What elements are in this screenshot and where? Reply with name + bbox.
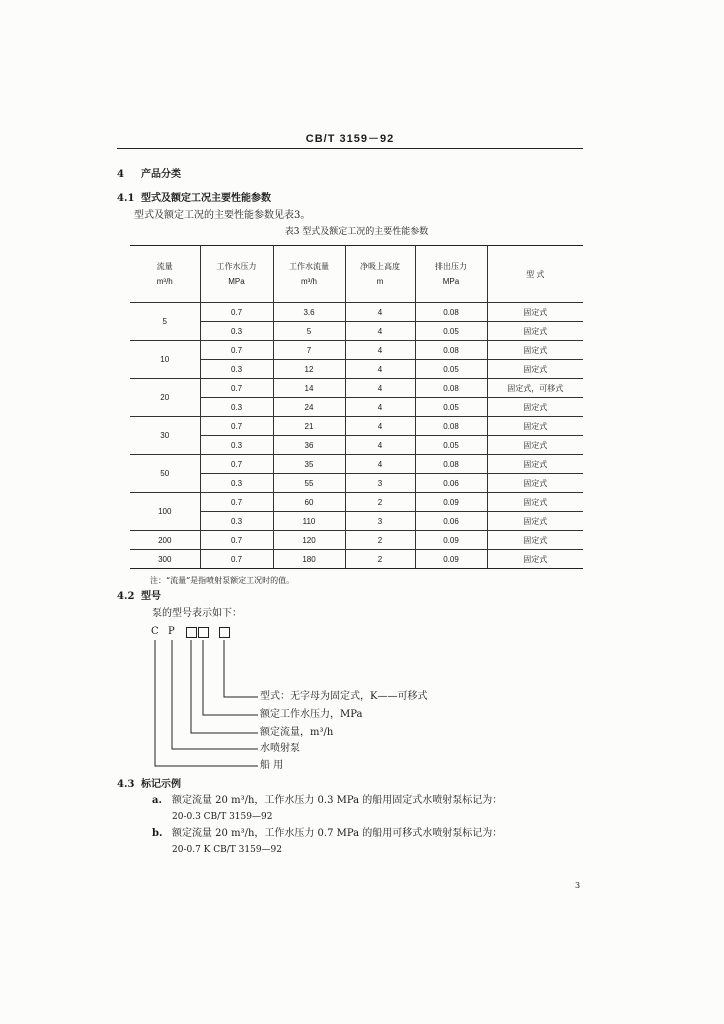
cell-discharge-pressure: 0.08 (415, 455, 487, 474)
cell-work-flow: 3.6 (273, 303, 345, 322)
table-row (130, 417, 583, 436)
cell-type: 固定式 (487, 398, 583, 417)
table-row (130, 550, 583, 569)
cell-type: 固定式 (487, 455, 583, 474)
cell-work-pressure: 0.3 (200, 436, 273, 455)
header-discharge-pressure (415, 246, 487, 303)
cell-type: 固定式 (487, 303, 583, 322)
leader-line-marine (155, 640, 258, 766)
cell-work-flow: 120 (273, 531, 345, 550)
model-code-diagram (140, 638, 265, 770)
header-type (487, 246, 583, 303)
cell-type: 固定式 (487, 341, 583, 360)
section-4-3-heading (117, 779, 181, 791)
cell-suction-height: 4 (345, 322, 415, 341)
cell-suction-height: 4 (345, 341, 415, 360)
example-marker: b. (152, 828, 163, 839)
cell-suction-height: 4 (345, 455, 415, 474)
cell-suction-height: 4 (345, 398, 415, 417)
section-4-1-heading (117, 193, 271, 205)
cell-suction-height: 4 (345, 417, 415, 436)
table-note: 注：“流量”是指喷射泵额定工况时的值。 (150, 576, 295, 585)
cell-discharge-pressure: 0.08 (415, 303, 487, 322)
cell-suction-height: 2 (345, 531, 415, 550)
header-unit: m³/h (156, 277, 173, 286)
cell-flow: 5 (130, 303, 200, 341)
header-label: 流量 (156, 262, 173, 271)
header-label: 工作水流量 (289, 262, 329, 271)
cell-type: 固定式 (487, 493, 583, 512)
table-row (130, 303, 583, 322)
cell-discharge-pressure: 0.08 (415, 417, 487, 436)
placeholder-box-pressure (198, 627, 209, 638)
cell-work-flow: 35 (273, 455, 345, 474)
section-title: 标记示例 (141, 779, 181, 790)
header-work-flow (273, 246, 345, 303)
cell-discharge-pressure: 0.09 (415, 531, 487, 550)
section-number: 4.1 (117, 193, 135, 204)
leader-line-pressure (203, 640, 258, 715)
cell-type: 固定式 (487, 550, 583, 569)
table-row (130, 455, 583, 474)
cell-work-flow: 12 (273, 360, 345, 379)
placeholder-box-flow (186, 627, 197, 638)
cell-work-pressure: 0.3 (200, 398, 273, 417)
cell-discharge-pressure: 0.08 (415, 341, 487, 360)
performance-table (130, 245, 583, 569)
table-header-row (130, 246, 583, 303)
cell-flow: 30 (130, 417, 200, 455)
cell-work-pressure: 0.3 (200, 322, 273, 341)
cell-work-pressure: 0.7 (200, 417, 273, 436)
example-marker: a. (152, 795, 162, 806)
example-a (152, 795, 502, 807)
cell-flow: 10 (130, 341, 200, 379)
cell-work-flow: 180 (273, 550, 345, 569)
cell-suction-height: 4 (345, 379, 415, 398)
example-text: 额定流量 20 m³/h，工作水压力 0.3 MPa 的船用固定式水喷射泵标记为： (172, 795, 503, 806)
cell-discharge-pressure: 0.09 (415, 550, 487, 569)
example-b-mark: 20-0.7 K CB/T 3159—92 (172, 845, 283, 855)
example-a-mark: 20-0.3 CB/T 3159—92 (172, 812, 273, 822)
table-row (130, 493, 583, 512)
cell-work-flow: 110 (273, 512, 345, 531)
cell-work-pressure: 0.3 (200, 474, 273, 493)
header-label: 工作水压力 (216, 262, 257, 271)
cell-type: 固定式 (487, 417, 583, 436)
cell-work-pressure: 0.7 (200, 493, 273, 512)
cell-suction-height: 3 (345, 512, 415, 531)
cell-flow: 200 (130, 531, 200, 550)
cell-discharge-pressure: 0.05 (415, 436, 487, 455)
cell-discharge-pressure: 0.06 (415, 512, 487, 531)
cell-type: 固定式，可移式 (487, 379, 583, 398)
table-row (130, 379, 583, 398)
cell-type: 固定式 (487, 436, 583, 455)
placeholder-box-type (219, 627, 230, 638)
section-number: 4.3 (117, 779, 135, 790)
cell-flow: 100 (130, 493, 200, 531)
cell-discharge-pressure: 0.05 (415, 322, 487, 341)
cell-work-flow: 14 (273, 379, 345, 398)
section-title: 产品分类 (141, 169, 181, 180)
section-title: 型式及额定工况主要性能参数 (141, 193, 271, 204)
section-4-1-intro: 型式及额定工况的主要性能参数见表3。 (134, 210, 311, 221)
cell-work-flow: 55 (273, 474, 345, 493)
table-row (130, 531, 583, 550)
cell-work-flow: 5 (273, 322, 345, 341)
cell-work-pressure: 0.3 (200, 512, 273, 531)
cell-discharge-pressure: 0.09 (415, 493, 487, 512)
example-text: 额定流量 20 m³/h，工作水压力 0.7 MPa 的船用可移式水喷射泵标记为： (172, 828, 503, 839)
cell-discharge-pressure: 0.06 (415, 474, 487, 493)
section-number: 4.2 (117, 591, 135, 602)
cell-discharge-pressure: 0.05 (415, 398, 487, 417)
page-number: 3 (575, 881, 581, 890)
code-label-jet-pump: 水喷射泵 (260, 743, 300, 754)
header-flow (130, 246, 200, 303)
cell-flow: 50 (130, 455, 200, 493)
cell-suction-height: 4 (345, 303, 415, 322)
section-number: 4 (117, 169, 124, 180)
table-caption: 表3 型式及额定工况的主要性能参数 (284, 227, 429, 237)
section-4-2-heading (117, 591, 161, 603)
cell-work-pressure: 0.7 (200, 455, 273, 474)
cell-type: 固定式 (487, 512, 583, 531)
cell-flow: 20 (130, 379, 200, 417)
cell-discharge-pressure: 0.08 (415, 379, 487, 398)
header-label: 排出压力 (435, 262, 467, 271)
leader-line-type (224, 640, 258, 697)
cell-suction-height: 4 (345, 436, 415, 455)
cell-suction-height: 2 (345, 493, 415, 512)
cell-work-pressure: 0.7 (200, 341, 273, 360)
cell-type: 固定式 (487, 322, 583, 341)
cell-work-pressure: 0.7 (200, 379, 273, 398)
cell-suction-height: 2 (345, 550, 415, 569)
header-unit: m (376, 277, 384, 286)
code-letter-c: C (151, 626, 159, 637)
cell-work-flow: 24 (273, 398, 345, 417)
section-4-2-intro: 泵的型号表示如下： (152, 608, 242, 619)
cell-type: 固定式 (487, 531, 583, 550)
cell-work-flow: 7 (273, 341, 345, 360)
header-unit: MPa (228, 277, 245, 286)
header-rule (117, 148, 583, 149)
header-label: 型 式 (526, 269, 545, 279)
table-row (130, 341, 583, 360)
cell-discharge-pressure: 0.05 (415, 360, 487, 379)
code-label-pressure: 额定工作水压力，MPa (260, 709, 363, 720)
cell-work-flow: 36 (273, 436, 345, 455)
code-label-marine: 船 用 (260, 760, 284, 771)
cell-type: 固定式 (487, 474, 583, 493)
cell-work-flow: 60 (273, 493, 345, 512)
cell-flow: 300 (130, 550, 200, 569)
cell-type: 固定式 (487, 360, 583, 379)
header-unit: MPa (442, 277, 460, 286)
cell-work-pressure: 0.3 (200, 360, 273, 379)
code-label-type: 型式：无字母为固定式，K——可移式 (260, 691, 428, 702)
cell-work-pressure: 0.7 (200, 550, 273, 569)
section-title: 型号 (141, 591, 161, 602)
cell-suction-height: 3 (345, 474, 415, 493)
code-label-rated-flow: 额定流量，m³/h (260, 727, 334, 738)
section-4-heading (117, 169, 181, 181)
header-unit: m³/h (301, 277, 317, 286)
cell-work-pressure: 0.7 (200, 531, 273, 550)
table-body (130, 303, 583, 569)
header-label: 净吸上高度 (360, 262, 400, 271)
cell-work-flow: 21 (273, 417, 345, 436)
cell-suction-height: 4 (345, 360, 415, 379)
cell-work-pressure: 0.7 (200, 303, 273, 322)
standard-code-header: CB/T 3159－92 (305, 133, 395, 145)
example-b (152, 828, 502, 840)
header-suction-height (345, 246, 415, 303)
code-letter-p: P (168, 626, 175, 637)
header-work-pressure (200, 246, 273, 303)
